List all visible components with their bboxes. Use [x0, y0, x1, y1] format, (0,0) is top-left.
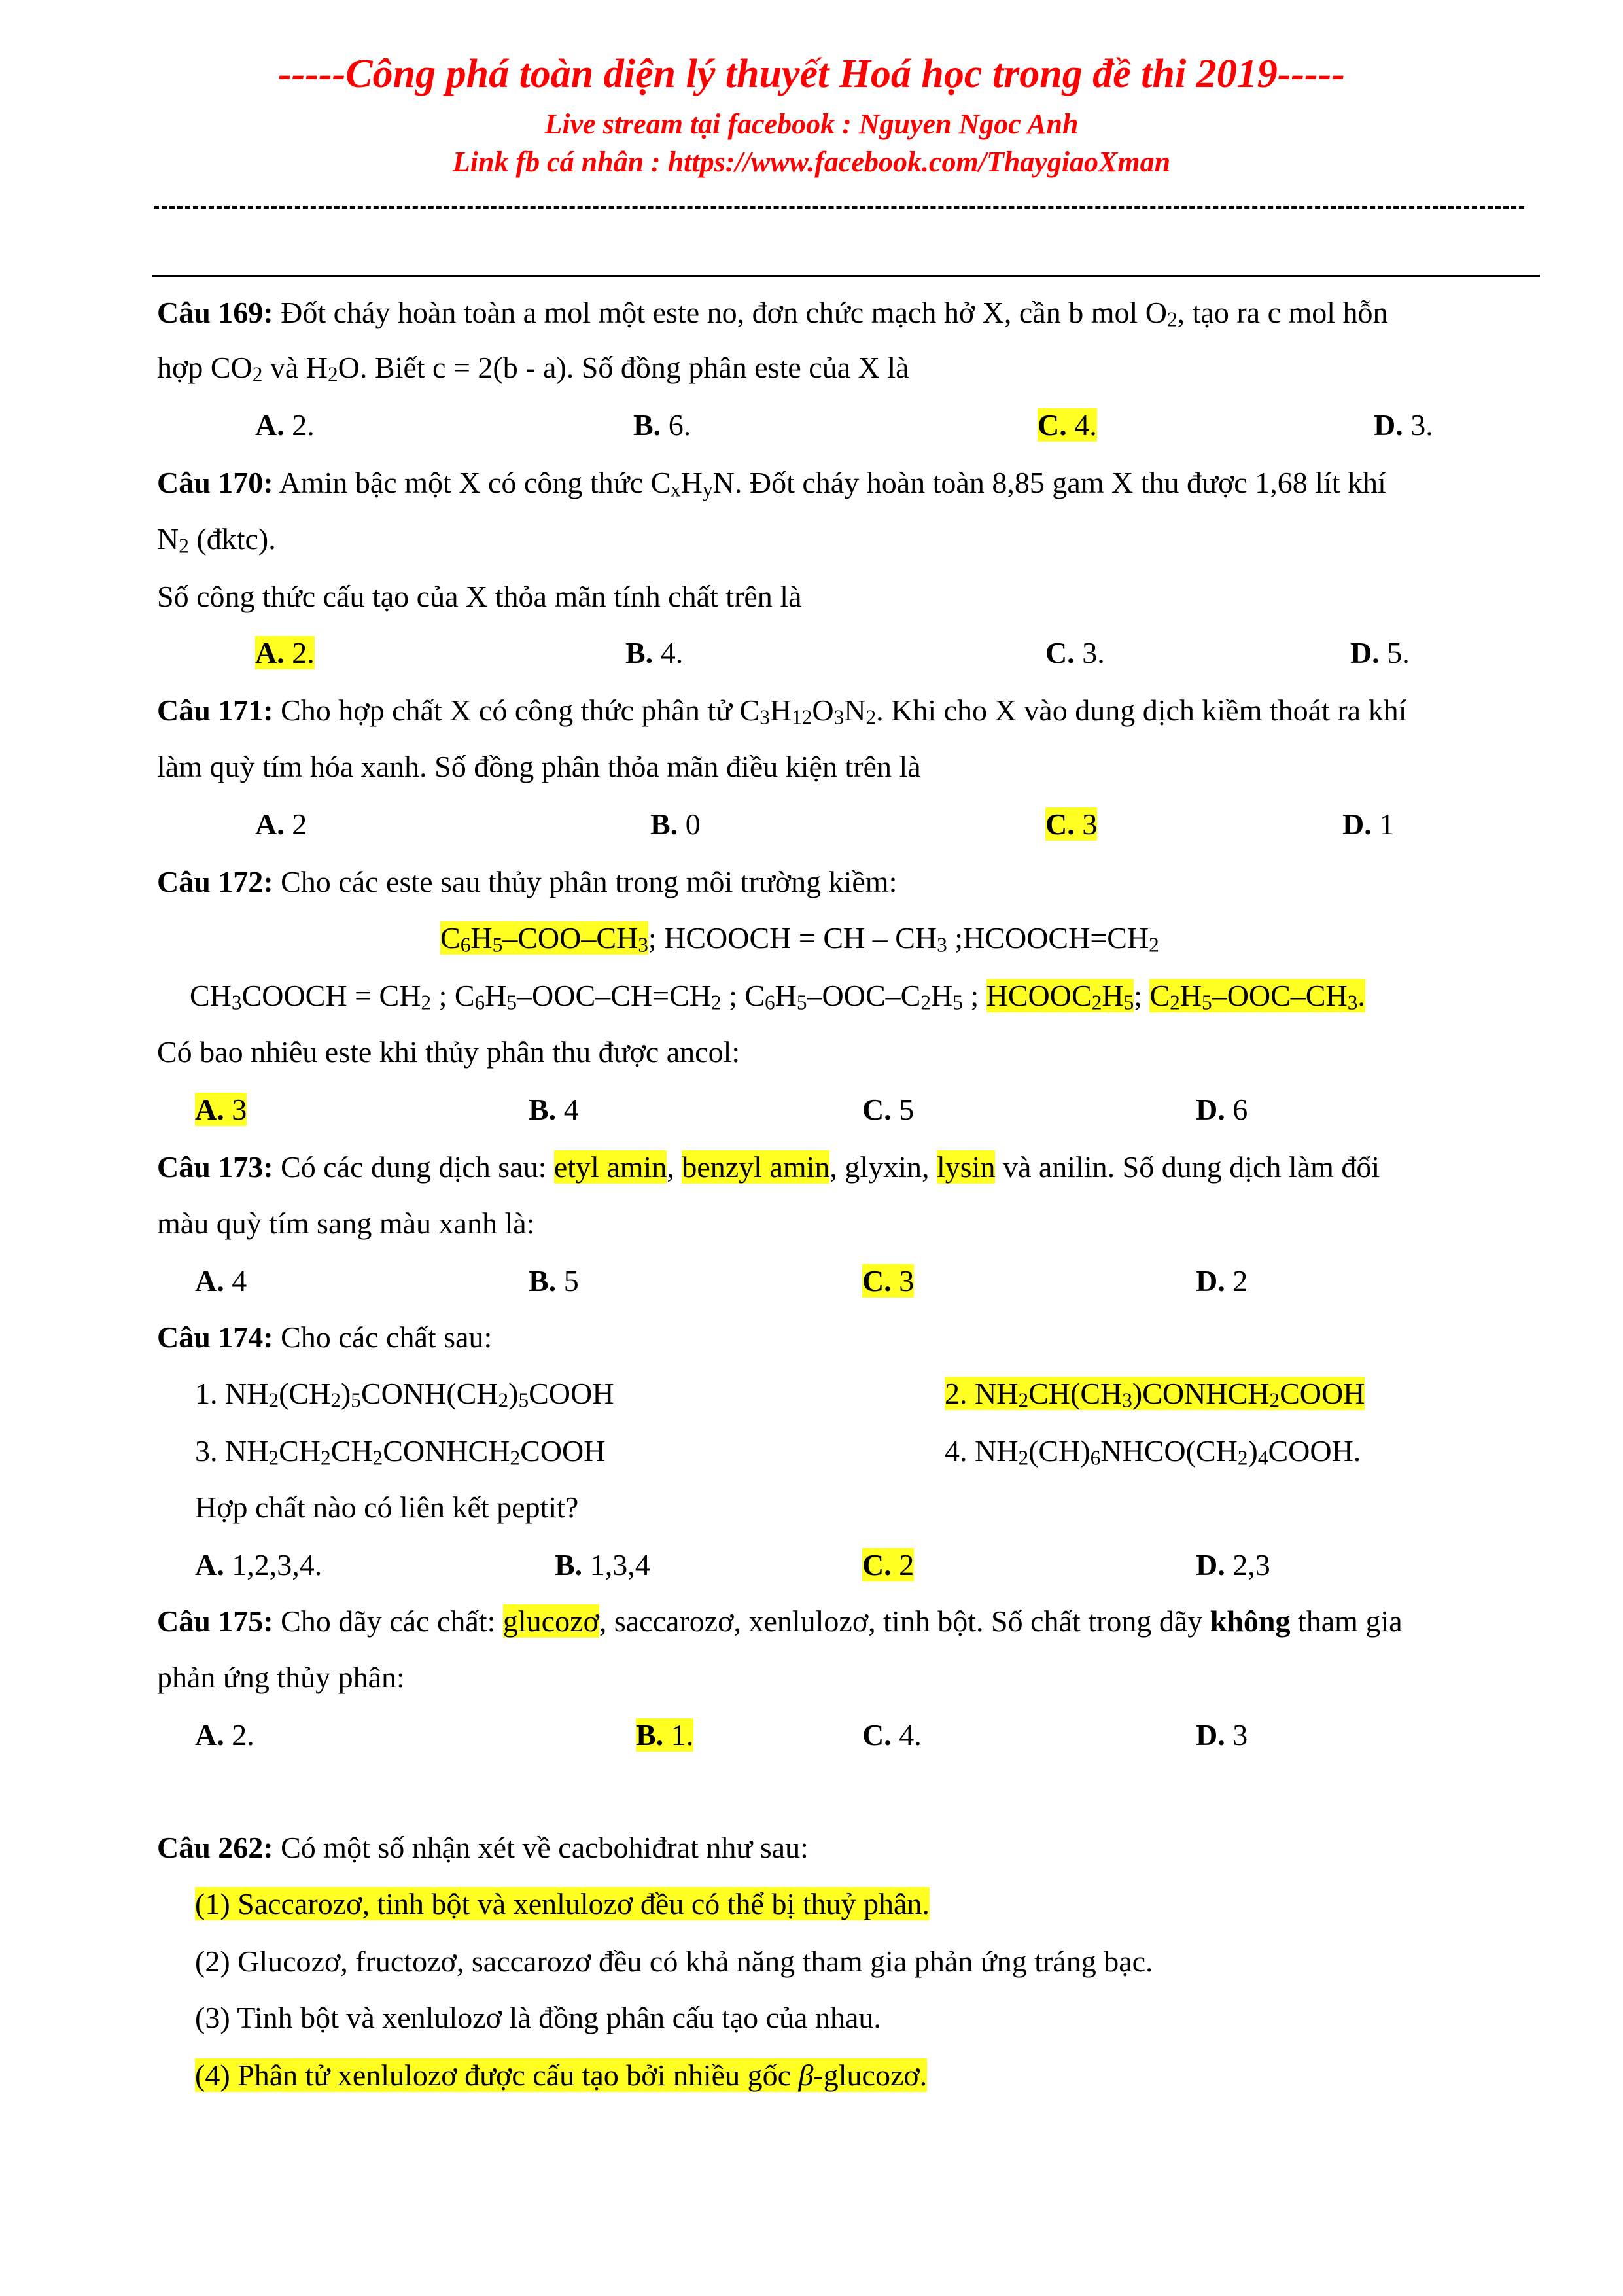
q170-option-b[interactable]: B. 4. — [625, 636, 684, 669]
q172-option-a[interactable]: A. 3 — [195, 1093, 247, 1126]
q262-statement-4: (4) Phân tử xenlulozơ được cấu tạo bởi nhiều gốc β-glucozơ. — [195, 2058, 928, 2092]
q175-option-d[interactable]: D. 3 — [1196, 1718, 1248, 1752]
q169-option-a[interactable]: A. 2. — [255, 408, 315, 442]
q171-option-d[interactable]: D. 1 — [1342, 807, 1395, 841]
q262-label: Câu 262: — [157, 1831, 273, 1864]
q175-option-a[interactable]: A. 2. — [195, 1718, 254, 1752]
dashed-divider — [154, 206, 1524, 209]
livestream-line: Live stream tại facebook : Nguyen Ngoc Anh — [544, 108, 1079, 140]
q172-option-b[interactable]: B. 4 — [529, 1093, 579, 1126]
q170-line3: Số công thức cấu tạo của X thỏa mãn tính chất trên là — [157, 580, 802, 613]
q171-line2: làm quỳ tím hóa xanh. Số đồng phân thỏa mãn điều kiện trên là — [157, 750, 921, 783]
beta-symbol: β — [798, 2058, 814, 2092]
q175-label: Câu 175: — [157, 1604, 273, 1638]
ester-8: $C_2H_5-OOC-CH_3$. — [1149, 979, 1365, 1014]
q171-option-c[interactable]: C. 3 — [1045, 807, 1098, 841]
q172-line1: Câu 172: Cho các este sau thủy phân trong môi trường kiềm: — [157, 865, 898, 898]
q172-option-c[interactable]: C. 5 — [862, 1093, 915, 1126]
q175-option-b[interactable]: B. 1. — [636, 1718, 694, 1752]
q174-option-b[interactable]: B. 1,3,4 — [555, 1548, 650, 1581]
q169-option-b[interactable]: B. 6. — [633, 408, 691, 442]
glucozo: glucozơ — [502, 1604, 599, 1638]
q175-line1: Câu 175: Cho dãy các chất: glucozơ, saccarozơ, xenlulozơ, tinh bột. Số chất trong dãy không tham gia — [157, 1604, 1403, 1638]
q174-option-c[interactable]: C. 2 — [862, 1548, 915, 1581]
q170-option-a[interactable]: A. 2. — [255, 636, 315, 669]
ester-7: $HCOOC_2H_5$ — [986, 979, 1134, 1014]
q174-compound-4: 4. $NH_2(CH)_6NHCO(CH_2)_4COOH$. — [945, 1434, 1361, 1470]
q170-line1: Câu 170: Amin bậc một X có công thức $C_xH_yN$. Đốt cháy hoàn toàn 8,85 gam X thu được 1,68 lít khí — [157, 466, 1386, 501]
q173-line1: Câu 173: Có các dung dịch sau: etyl amin, benzyl amin, glyxin, lysin và anilin. Số dung dịch làm đổi — [157, 1150, 1380, 1184]
q175-line2: phản ứng thủy phân: — [157, 1661, 405, 1694]
q174-option-d[interactable]: D. 2,3 — [1196, 1548, 1270, 1581]
q170-line2: $N_2$ (đktc). — [157, 522, 276, 557]
q175-option-c[interactable]: C. 4. — [862, 1718, 922, 1752]
ester-6: $C_6H_5-OOC-C_2H_5$ — [744, 979, 963, 1014]
q174-option-a[interactable]: A. 1,2,3,4. — [195, 1548, 323, 1581]
q173-option-a[interactable]: A. 4 — [195, 1264, 247, 1298]
etyl-amin: etyl amin — [553, 1150, 667, 1184]
q171-label: Câu 171: — [157, 694, 273, 727]
q172-label: Câu 172: — [157, 865, 273, 898]
q169-option-c[interactable]: C. 4. — [1038, 408, 1097, 442]
q172-question: Có bao nhiêu este khi thủy phân thu được ancol: — [157, 1035, 741, 1069]
q174-compound-3: 3. $NH_2CH_2CH_2CONHCH_2COOH$ — [195, 1434, 606, 1470]
ester-3: $HCOOCH=CH_2$ — [963, 921, 1159, 957]
q169-label: Câu 169: — [157, 296, 273, 329]
q173-option-d[interactable]: D. 2 — [1196, 1264, 1248, 1298]
q173-label: Câu 173: — [157, 1150, 273, 1184]
q174-question: Hợp chất nào có liên kết peptit? — [195, 1491, 579, 1524]
q170-option-d[interactable]: D. 5. — [1350, 636, 1410, 669]
ester-1: $C_6H_5-COO-CH_3$ — [440, 921, 648, 957]
q170-label: Câu 170: — [157, 466, 273, 499]
lysin: lysin — [936, 1150, 996, 1184]
document-title: -----Công phá toàn diện lý thuyết Hoá học trong đề thi 2019----- — [278, 52, 1345, 96]
q173-line2: màu quỳ tím sang màu xanh là: — [157, 1207, 535, 1240]
q170-option-c[interactable]: C. 3. — [1045, 636, 1105, 669]
q169-line2: hợp $CO_2$ và $H_2O$. Biết c = 2(b - a). Số đồng phân este của X là — [157, 351, 909, 386]
ester-5: $C_6H_5-OOC-CH=CH_2$ — [454, 979, 722, 1014]
ester-2: HCOOCH = CH – $CH_3$ — [664, 921, 947, 957]
q172-option-d[interactable]: D. 6 — [1196, 1093, 1248, 1126]
q172-esters-line2: $CH_3COOCH = CH_2$ ; $C_6H_5-OOC-CH=CH_2$ ; $C_6H_5-OOC-C_2H_5$ ; $HCOOC_2H_5$; $C_2H_5-OOC-CH_3$. — [190, 979, 1365, 1014]
q173-option-b[interactable]: B. 5 — [529, 1264, 579, 1298]
ester-4: $CH_3COOCH = CH_2$ — [190, 979, 432, 1014]
facebook-link[interactable]: Link fb cá nhân : https://www.facebook.com/ThaygiaoXman — [452, 146, 1171, 178]
q169-option-d[interactable]: D. 3. — [1374, 408, 1433, 442]
q171-line1: Câu 171: Cho hợp chất X có công thức phân tử $C_3H_{12}O_3N_2$. Khi cho X vào dung dịch kiềm thoát ra khí — [157, 694, 1407, 729]
q174-compound-1: 1. $NH_2(CH_2)_5CONH(CH_2)_5COOH$ — [195, 1377, 614, 1412]
q171-option-b[interactable]: B. 0 — [650, 807, 701, 841]
q171-option-a[interactable]: A. 2 — [255, 807, 307, 841]
q262-statement-3: (3) Tinh bột và xenlulozơ là đồng phân cấu tạo của nhau. — [195, 2001, 881, 2034]
q174-label: Câu 174: — [157, 1320, 273, 1354]
q262-statement-1: (1) Saccarozơ, tinh bột và xenlulozơ đều có thể bị thuỷ phân. — [195, 1887, 930, 1920]
q172-esters-line1: $C_6H_5-COO-CH_3$; HCOOCH = CH – $CH_3$ $;HCOOCH=CH_2$ — [440, 921, 1159, 957]
q174-line1: Câu 174: Cho các chất sau: — [157, 1320, 493, 1354]
solid-divider — [152, 275, 1540, 277]
q169-line1: Câu 169: Đốt cháy hoàn toàn a mol một este no, đơn chức mạch hở X, cần b mol $O_2$, tạo ra c mol hỗn — [157, 296, 1388, 331]
q174-compound-2: 2. $NH_2CH(CH_3)CONHCH_2COOH$ — [945, 1377, 1365, 1412]
benzyl-amin: benzyl amin — [682, 1150, 830, 1184]
q262-line1: Câu 262: Có một số nhận xét về cacbohiđrat như sau: — [157, 1831, 809, 1864]
q173-option-c[interactable]: C. 3 — [862, 1264, 915, 1298]
q262-statement-2: (2) Glucozơ, fructozơ, saccarozơ đều có khả năng tham gia phản ứng tráng bạc. — [195, 1945, 1153, 1978]
